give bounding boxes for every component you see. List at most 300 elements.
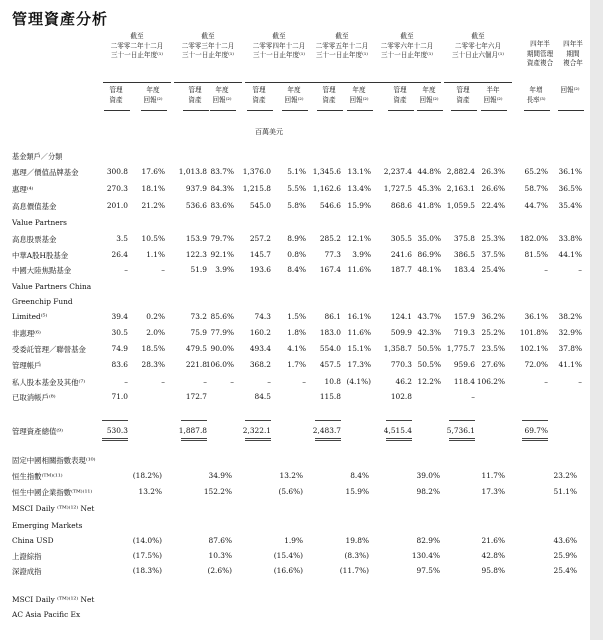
table-cell: 509.9 bbox=[390, 328, 412, 337]
table-cell: 4.1% bbox=[287, 344, 306, 353]
column-subheader bbox=[345, 86, 373, 105]
table-cell: 270.3 bbox=[106, 184, 128, 193]
subheader-line: 長率⁽³⁾ bbox=[526, 95, 546, 104]
subheader-line: 管理 bbox=[456, 86, 470, 94]
period-header-line: 截至 bbox=[400, 32, 414, 40]
table-cell: 101.8% bbox=[519, 328, 548, 337]
subheader-underline bbox=[417, 110, 443, 111]
table-cell: 58.7% bbox=[524, 184, 548, 193]
total-double-rule bbox=[522, 438, 548, 441]
table-cell: 18.1% bbox=[141, 184, 165, 193]
row-label: Greenchip Fund bbox=[12, 297, 73, 306]
table-cell: 257.2 bbox=[249, 234, 271, 243]
table-cell: 5.5% bbox=[287, 184, 306, 193]
table-cell: 73.2 bbox=[190, 312, 207, 321]
total-cell: 69.7% bbox=[524, 426, 548, 435]
index-cell: 25.4% bbox=[553, 566, 577, 575]
table-cell: 386.5 bbox=[453, 250, 475, 259]
index-cell: 42.8% bbox=[481, 551, 505, 560]
table-cell: 37.8% bbox=[558, 344, 582, 353]
column-subheader bbox=[449, 86, 477, 105]
index-cell: 95.8% bbox=[481, 566, 505, 575]
row-label: Value Partners China bbox=[12, 282, 92, 291]
table-cell: 51.9 bbox=[190, 265, 207, 274]
subheader-underline bbox=[317, 110, 343, 111]
unit-label: 百萬美元 bbox=[255, 128, 283, 136]
subheader-line: 資產 bbox=[456, 95, 470, 104]
index-cell: 87.6% bbox=[208, 536, 232, 545]
table-cell: 300.8 bbox=[106, 167, 128, 176]
total-cell: 5,736.1 bbox=[446, 426, 475, 435]
subheader-underline bbox=[388, 110, 414, 111]
table-cell: 28.3% bbox=[141, 360, 165, 369]
period-header-line: 三十一日止年度⁽¹⁾ bbox=[315, 51, 369, 59]
table-cell: 167.4 bbox=[319, 265, 341, 274]
table-cell: 8.4% bbox=[287, 265, 306, 274]
table-cell: 183.4 bbox=[453, 265, 475, 274]
index-cell: (2.6%) bbox=[207, 566, 232, 575]
subheader-line: 回報⁽²⁾ bbox=[483, 95, 503, 104]
table-cell: 115.8 bbox=[319, 392, 341, 401]
index-cell: 51.1% bbox=[553, 487, 577, 496]
table-cell: 10.5% bbox=[141, 234, 165, 243]
table-cell: 83.7% bbox=[210, 167, 234, 176]
table-cell: 35.4% bbox=[558, 201, 582, 210]
index-cell: 19.8% bbox=[345, 536, 369, 545]
period-header-line: 三十一日止年度⁽¹⁾ bbox=[110, 51, 164, 59]
header-underline bbox=[308, 82, 376, 83]
period-header bbox=[103, 32, 171, 61]
table-row bbox=[0, 234, 590, 245]
subheader-line: 資產 bbox=[188, 95, 202, 104]
table-cell: 17.3% bbox=[347, 360, 371, 369]
total-cell: 4,515.4 bbox=[383, 426, 412, 435]
subheader-line: 管理 bbox=[393, 86, 407, 94]
table-cell: 493.4 bbox=[249, 344, 271, 353]
cagr-header-line: 期間 bbox=[566, 49, 580, 58]
period-header bbox=[174, 32, 242, 61]
index-cell: 1.9% bbox=[284, 536, 303, 545]
index-cell: 23.2% bbox=[553, 471, 577, 480]
section-label: 基金類戶／分類 bbox=[12, 152, 63, 161]
total-cell: 530.3 bbox=[106, 426, 128, 435]
index-cell: 8.4% bbox=[350, 471, 369, 480]
table-cell: 305.5 bbox=[390, 234, 412, 243]
table-cell: – bbox=[230, 377, 234, 386]
table-cell: – bbox=[203, 377, 207, 386]
table-cell: 41.1% bbox=[558, 360, 582, 369]
subheader-line: 年增 bbox=[529, 86, 543, 94]
table-row bbox=[0, 201, 590, 212]
table-cell: 719.3 bbox=[453, 328, 475, 337]
index-label: Emerging Markets bbox=[12, 521, 83, 530]
table-cell: 37.5% bbox=[481, 250, 505, 259]
table-cell: 368.2 bbox=[249, 360, 271, 369]
column-subheader bbox=[479, 86, 507, 105]
table-cell: 77.9% bbox=[210, 328, 234, 337]
table-cell: 27.6% bbox=[481, 360, 505, 369]
cell-rule bbox=[386, 420, 412, 421]
row-label: 惠理／價值品牌基金 bbox=[12, 168, 79, 177]
table-cell: – bbox=[544, 377, 548, 386]
subheader-underline bbox=[104, 110, 130, 111]
table-cell: 102.8 bbox=[390, 392, 412, 401]
table-cell: 1.8% bbox=[287, 328, 306, 337]
index-label: 恒生中國企業指數⁽ᵀᴹ⁾⁽¹¹⁾ bbox=[12, 488, 93, 497]
table-row bbox=[0, 184, 590, 195]
table-cell: 26.6% bbox=[481, 184, 505, 193]
cagr-header-line: 資產複合 bbox=[526, 59, 554, 67]
table-cell: 30.5 bbox=[111, 328, 128, 337]
table-cell: 118.4 bbox=[453, 377, 475, 386]
period-header-line: 截至 bbox=[335, 32, 349, 40]
subheader-line: 資產 bbox=[109, 95, 123, 104]
header-underline bbox=[444, 82, 512, 83]
table-cell: 2,882.4 bbox=[446, 167, 475, 176]
table-cell: 71.0 bbox=[111, 392, 128, 401]
column-subheader bbox=[556, 86, 584, 96]
total-double-rule bbox=[181, 438, 207, 441]
table-cell: 1,345.6 bbox=[312, 167, 341, 176]
cagr-header-line: 四年半 bbox=[563, 40, 583, 48]
table-cell: 182.0% bbox=[519, 234, 548, 243]
index-cell: 11.7% bbox=[481, 471, 505, 480]
table-cell: – bbox=[578, 377, 582, 386]
subheader-line: 年度 bbox=[215, 86, 229, 94]
table-cell: 86.1 bbox=[324, 312, 341, 321]
table-cell: 106.2% bbox=[476, 377, 505, 386]
index-cell: 130.4% bbox=[411, 551, 440, 560]
table-cell: 3.9% bbox=[352, 250, 371, 259]
table-cell: 50.5% bbox=[417, 360, 441, 369]
table-cell: 84.5 bbox=[254, 392, 271, 401]
subheader-line: 年度 bbox=[352, 86, 366, 94]
index-cell: 17.3% bbox=[481, 487, 505, 496]
table-cell: – bbox=[302, 377, 306, 386]
table-cell: 25.2% bbox=[481, 328, 505, 337]
total-double-rule bbox=[386, 438, 412, 441]
table-row bbox=[0, 265, 590, 276]
table-cell: 77.3 bbox=[324, 250, 341, 259]
table-cell: 457.5 bbox=[319, 360, 341, 369]
cell-rule bbox=[102, 420, 128, 421]
table-cell: 0.2% bbox=[146, 312, 165, 321]
index-cell: (17.5%) bbox=[132, 551, 162, 560]
table-cell: 2,237.4 bbox=[383, 167, 412, 176]
index-cell: 13.2% bbox=[279, 471, 303, 480]
table-cell: 1,376.0 bbox=[242, 167, 271, 176]
tail-line: MSCI Daily ⁽ᵀᴹ⁾⁽¹²⁾ Net bbox=[12, 595, 95, 604]
table-cell: 18.5% bbox=[141, 344, 165, 353]
index-cell: 15.9% bbox=[345, 487, 369, 496]
table-cell: 25.3% bbox=[481, 234, 505, 243]
row-label: 管理帳戶 bbox=[12, 361, 42, 370]
subheader-underline bbox=[210, 110, 236, 111]
table-cell: 46.2 bbox=[395, 377, 412, 386]
table-cell: 44.7% bbox=[524, 201, 548, 210]
cagr-header-line: 期間管理 bbox=[526, 49, 554, 58]
subheader-underline bbox=[558, 110, 584, 111]
table-cell: 124.1 bbox=[390, 312, 412, 321]
header-underline bbox=[245, 82, 313, 83]
table-cell: 479.5 bbox=[185, 344, 207, 353]
table-cell: 12.1% bbox=[347, 234, 371, 243]
table-cell: 26.3% bbox=[481, 167, 505, 176]
table-cell: 172.7 bbox=[185, 392, 207, 401]
subheader-underline bbox=[183, 110, 209, 111]
table-cell: 92.1% bbox=[210, 250, 234, 259]
table-cell: 39.4 bbox=[111, 312, 128, 321]
index-row bbox=[0, 566, 590, 577]
column-subheader bbox=[386, 86, 414, 105]
table-cell: 35.0% bbox=[417, 234, 441, 243]
table-cell: 1,358.7 bbox=[383, 344, 412, 353]
index-row bbox=[0, 521, 590, 532]
row-label: 高息價值基金 bbox=[12, 202, 57, 211]
table-cell: 160.2 bbox=[249, 328, 271, 337]
period-header bbox=[373, 32, 441, 61]
table-cell: 43.7% bbox=[417, 312, 441, 321]
table-cell: 546.6 bbox=[319, 201, 341, 210]
column-subheader bbox=[245, 86, 273, 105]
table-row bbox=[0, 312, 590, 323]
cell-rule bbox=[245, 420, 271, 421]
period-header-line: 三十一日止年度⁽¹⁾ bbox=[380, 51, 434, 59]
table-cell: 375.8 bbox=[453, 234, 475, 243]
table-cell: 22.4% bbox=[481, 201, 505, 210]
table-cell: 21.2% bbox=[141, 201, 165, 210]
table-cell: 11.6% bbox=[347, 328, 371, 337]
table-cell: 33.8% bbox=[558, 234, 582, 243]
index-cell: 43.6% bbox=[553, 536, 577, 545]
table-cell: 0.8% bbox=[287, 250, 306, 259]
table-cell: 221.8 bbox=[185, 360, 207, 369]
tail-line: AC Asia Pacific Ex bbox=[12, 610, 81, 619]
table-cell: 84.3% bbox=[210, 184, 234, 193]
subheader-line: 資產 bbox=[393, 95, 407, 104]
index-cell: (14.0%) bbox=[132, 536, 162, 545]
table-cell: 8.9% bbox=[287, 234, 306, 243]
row-label: 高息股票基金 bbox=[12, 235, 57, 244]
column-subheader bbox=[280, 86, 308, 105]
index-label: 上證綜指 bbox=[12, 552, 42, 561]
total-double-rule bbox=[245, 438, 271, 441]
index-cell: 10.3% bbox=[208, 551, 232, 560]
index-cell: 82.9% bbox=[416, 536, 440, 545]
period-header bbox=[308, 32, 376, 61]
table-cell: 1,727.5 bbox=[383, 184, 412, 193]
row-label: Value Partners bbox=[12, 218, 67, 227]
table-cell: 1,775.7 bbox=[446, 344, 475, 353]
table-cell: – bbox=[124, 377, 128, 386]
table-cell: 201.0 bbox=[106, 201, 128, 210]
period-header-line: 二零零六年十二月 bbox=[380, 41, 434, 50]
period-header-line: 二零零三年十二月 bbox=[181, 41, 235, 50]
period-header-line: 三十日止六個月⁽¹⁾ bbox=[451, 51, 505, 59]
row-label: 私人股本基金及其他⁽⁷⁾ bbox=[12, 378, 86, 387]
column-subheader bbox=[315, 86, 343, 105]
table-cell: 85.6% bbox=[210, 312, 234, 321]
cagr-header-line: 複合年 bbox=[563, 59, 583, 67]
table-cell: 36.1% bbox=[558, 167, 582, 176]
subheader-line: 回報⁽²⁾ bbox=[212, 95, 232, 104]
subheader-line: 管理 bbox=[322, 86, 336, 94]
index-cell: (8.3%) bbox=[344, 551, 369, 560]
total-cell: 1,887.8 bbox=[178, 426, 207, 435]
table-cell: 3.9% bbox=[215, 265, 234, 274]
period-header-line: 二零零四年十二月 bbox=[252, 41, 306, 50]
table-cell: 959.6 bbox=[453, 360, 475, 369]
table-cell: 81.5% bbox=[524, 250, 548, 259]
row-label: 受委託管理／聯營基金 bbox=[12, 345, 86, 354]
table-cell: 545.0 bbox=[249, 201, 271, 210]
table-cell: – bbox=[161, 265, 165, 274]
page-title: 管理資產分析 bbox=[12, 10, 109, 28]
subheader-underline bbox=[481, 110, 507, 111]
table-cell: 13.4% bbox=[347, 184, 371, 193]
table-cell: 770.3 bbox=[390, 360, 412, 369]
index-cell: 25.9% bbox=[553, 551, 577, 560]
subheader-underline bbox=[282, 110, 308, 111]
table-cell: 3.5 bbox=[116, 234, 128, 243]
table-cell: 153.9 bbox=[185, 234, 207, 243]
index-cell: (11.7%) bbox=[339, 566, 369, 575]
table-cell: 183.0 bbox=[319, 328, 341, 337]
table-cell: 102.1% bbox=[519, 344, 548, 353]
table-cell: 36.1% bbox=[524, 312, 548, 321]
row-label: 已取消帳戶⁽⁸⁾ bbox=[12, 393, 56, 402]
header-underline bbox=[174, 82, 242, 83]
subheader-line: 回報⁽²⁾ bbox=[419, 95, 439, 104]
table-cell: 1,059.5 bbox=[446, 201, 475, 210]
table-cell: 90.0% bbox=[210, 344, 234, 353]
period-header-line: 截至 bbox=[201, 32, 215, 40]
table-row bbox=[0, 218, 590, 229]
table-cell: 193.6 bbox=[249, 265, 271, 274]
table-cell: 106.0% bbox=[205, 360, 234, 369]
table-row bbox=[0, 328, 590, 339]
total-cell: 2,322.1 bbox=[242, 426, 271, 435]
table-cell: 15.1% bbox=[347, 344, 371, 353]
table-cell: – bbox=[578, 265, 582, 274]
table-cell: 1.1% bbox=[146, 250, 165, 259]
table-cell: 1,013.8 bbox=[178, 167, 207, 176]
cell-rule bbox=[181, 420, 207, 421]
period-header bbox=[444, 32, 512, 61]
subheader-underline bbox=[524, 110, 550, 111]
table-cell: 75.9 bbox=[190, 328, 207, 337]
total-label: 管理資產總值⁽⁹⁾ bbox=[12, 427, 63, 436]
table-cell: 50.5% bbox=[417, 344, 441, 353]
column-subheader bbox=[522, 86, 550, 105]
table-cell: 1.7% bbox=[287, 360, 306, 369]
table-cell: 44.1% bbox=[558, 250, 582, 259]
index-cell: (18.2%) bbox=[132, 471, 162, 480]
cagr-header bbox=[551, 40, 595, 69]
period-header-line: 二零零二年十二月 bbox=[110, 41, 164, 50]
index-cell: (15.4%) bbox=[273, 551, 303, 560]
table-cell: – bbox=[471, 392, 475, 401]
index-row bbox=[0, 551, 590, 562]
table-cell: 2.0% bbox=[146, 328, 165, 337]
index-cell: (18.3%) bbox=[132, 566, 162, 575]
table-row bbox=[0, 282, 590, 293]
period-header-line: 截至 bbox=[130, 32, 144, 40]
table-cell: 38.2% bbox=[558, 312, 582, 321]
index-row bbox=[0, 487, 590, 498]
subheader-line: 回報⁽²⁾ bbox=[349, 95, 369, 104]
table-row bbox=[0, 392, 590, 403]
index-cell: 21.6% bbox=[481, 536, 505, 545]
table-row bbox=[0, 297, 590, 308]
table-cell: 145.7 bbox=[249, 250, 271, 259]
table-cell: 187.7 bbox=[390, 265, 412, 274]
total-double-rule bbox=[449, 438, 475, 441]
table-cell: 48.1% bbox=[417, 265, 441, 274]
table-cell: 5.8% bbox=[287, 201, 306, 210]
table-cell: 45.3% bbox=[417, 184, 441, 193]
index-row bbox=[0, 504, 590, 515]
index-row bbox=[0, 536, 590, 547]
index-cell: 13.2% bbox=[138, 487, 162, 496]
table-cell: 13.1% bbox=[347, 167, 371, 176]
subheader-line: 管理 bbox=[252, 86, 266, 94]
period-header-line: 截至 bbox=[471, 32, 485, 40]
table-cell: 11.6% bbox=[347, 265, 371, 274]
subheader-line: 回報⁽²⁾ bbox=[284, 95, 304, 104]
index-cell: (16.6%) bbox=[273, 566, 303, 575]
total-double-rule bbox=[102, 438, 128, 441]
index-label: 深證成指 bbox=[12, 567, 42, 576]
table-cell: 79.7% bbox=[210, 234, 234, 243]
table-row bbox=[0, 344, 590, 355]
row-label: 中華A股H股基金 bbox=[12, 251, 69, 260]
table-cell: 72.0% bbox=[524, 360, 548, 369]
subheader-line: 年度 bbox=[146, 86, 160, 94]
table-cell: – bbox=[161, 377, 165, 386]
table-cell: – bbox=[544, 265, 548, 274]
index-section-label: 固定中國相關指數表現⁽¹⁰⁾ bbox=[12, 456, 96, 465]
subheader-line: 管理 bbox=[109, 86, 123, 94]
table-cell: 5.1% bbox=[287, 167, 306, 176]
total-cell: 2,483.7 bbox=[312, 426, 341, 435]
index-cell: 34.9% bbox=[208, 471, 232, 480]
total-double-rule bbox=[315, 438, 341, 441]
table-cell: 23.5% bbox=[481, 344, 505, 353]
table-cell: 74.3 bbox=[254, 312, 271, 321]
table-cell: 122.3 bbox=[185, 250, 207, 259]
table-cell: 10.8 bbox=[324, 377, 341, 386]
table-cell: 1,215.8 bbox=[242, 184, 271, 193]
subheader-line: 回報⁽²⁾ bbox=[143, 95, 163, 104]
index-cell: 152.2% bbox=[203, 487, 232, 496]
table-cell: 937.9 bbox=[185, 184, 207, 193]
table-cell: 16.1% bbox=[347, 312, 371, 321]
table-cell: 74.9 bbox=[111, 344, 128, 353]
table-cell: 41.8% bbox=[417, 201, 441, 210]
column-subheader bbox=[208, 86, 236, 105]
table-row bbox=[0, 360, 590, 371]
row-label: 惠理⁽⁴⁾ bbox=[12, 185, 34, 194]
row-label: 中國大陸焦點基金 bbox=[12, 266, 72, 275]
table-cell: 83.6% bbox=[210, 201, 234, 210]
table-cell: 2,163.1 bbox=[446, 184, 475, 193]
table-cell: (4.1%) bbox=[346, 377, 371, 386]
header-underline bbox=[103, 82, 171, 83]
index-cell: 98.2% bbox=[416, 487, 440, 496]
index-cell: 39.0% bbox=[416, 471, 440, 480]
index-label: China USD bbox=[12, 536, 54, 545]
